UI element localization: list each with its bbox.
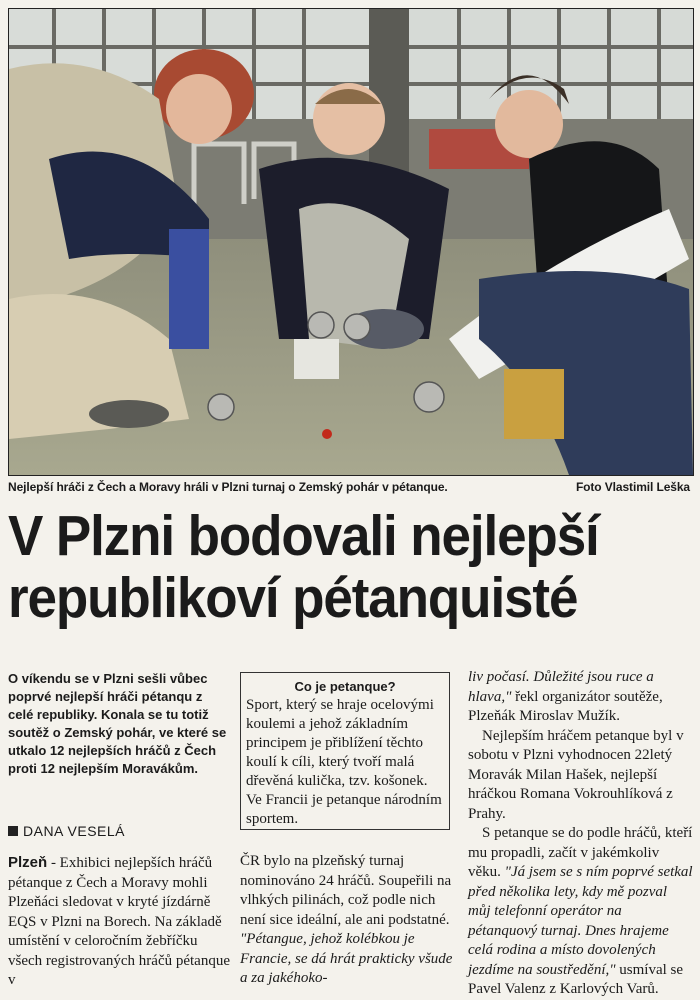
photo-caption [8,480,692,494]
byline-square-icon [8,826,18,836]
body-col3-p3-end: usmíval se Pavel Valenz z Karlových Varů. [468,961,684,997]
author-name: DANA VESELÁ [23,823,125,839]
byline [8,823,125,839]
body-col3-p3 [468,824,693,1000]
headline-line-2: republikoví pétanquisté [8,566,578,630]
body-col1-text: - Exhibici nejlepších hráčů pétanque z Čech a Moravy mohli Plzeňáci sledovat v kryté jízdárně EQS v Plzni na Borech. Na základě umístění v celoročním žebříčku všech registrovaných hráčů pétanque v [8,855,230,988]
caption-text: Nejlepší hráči z Čech a Moravy hráli v Plzni turnaj o Zemský pohár v pétanque. [8,480,448,494]
body-column-2 [240,852,455,989]
article-photo [8,8,694,476]
lead-paragraph: O víkendu se v Plzni sešli vůbec poprvé nejlepší hráči pétanqu z celé republiky. Konala se tu totiž soutěž o Zemský pohár, ve které se utkalo 12 nejlepších hráčů z Čech proti 12 nejlepším Moravákům. [8,671,227,776]
info-box [240,672,450,830]
petanque-players-photo [9,9,693,475]
body-col3-p1-quote: liv počasí. Důležité jsou ruce a hlava," [468,669,654,705]
body-col3-p1-rest: řekl organizátor soutěže, Plzeňák Miroslav Mužík. [468,688,663,724]
body-column-1 [8,853,230,991]
photo-credit: Foto Vlastimil Leška [575,480,690,494]
dateline: Plzeň [8,854,48,871]
body-col3-p1 [468,668,693,727]
info-box-title: Co je petanque? [294,679,396,694]
headline-line-1: V Plzni bodovali nejlepší [8,504,599,568]
body-col2-quote: "Pétangue, jehož kolébkou je Francie, se dá hrát prakticky všude a za jakéhoko- [240,931,453,986]
body-column-3 [468,668,693,1000]
body-col3-p3-start: S petanque se do podle hráčů, kteří mu propadli, začít v jakémkoliv věku. [468,825,693,880]
info-box-text: Sport, který se hraje ocelovými koulemi a jehož základním principem je přiblížení těchto koulí k cíli, který tvoří malá dřevěná kulička, tzv. košonek. Ve Francii je petanque národním sportem. [246,697,442,827]
body-col2-text: ČR bylo na plzeňský turnaj nominováno 24 hráčů. Soupeřili na vlhkých pilinách, což podle nich není sice ideální, ale ani podstatné. [240,853,452,928]
headline [8,505,650,629]
body-col3-p2: Nejlepším hráčem petanque byl v sobotu v Plzni vyhodnocen 22letý Moravák Milan Hašek, nejlepší hráčkou Romana Vokrouhlíková z Prahy. [468,727,684,822]
body-col3-p3-quote: "Já jsem se s ním poprvé setkal před několika lety, kdy mě pozval můj telefonní operátor na pétanquový turnaj. Dnes hrajeme celá rodina a místo dovolených jezdíme na soustředění," [468,864,693,978]
